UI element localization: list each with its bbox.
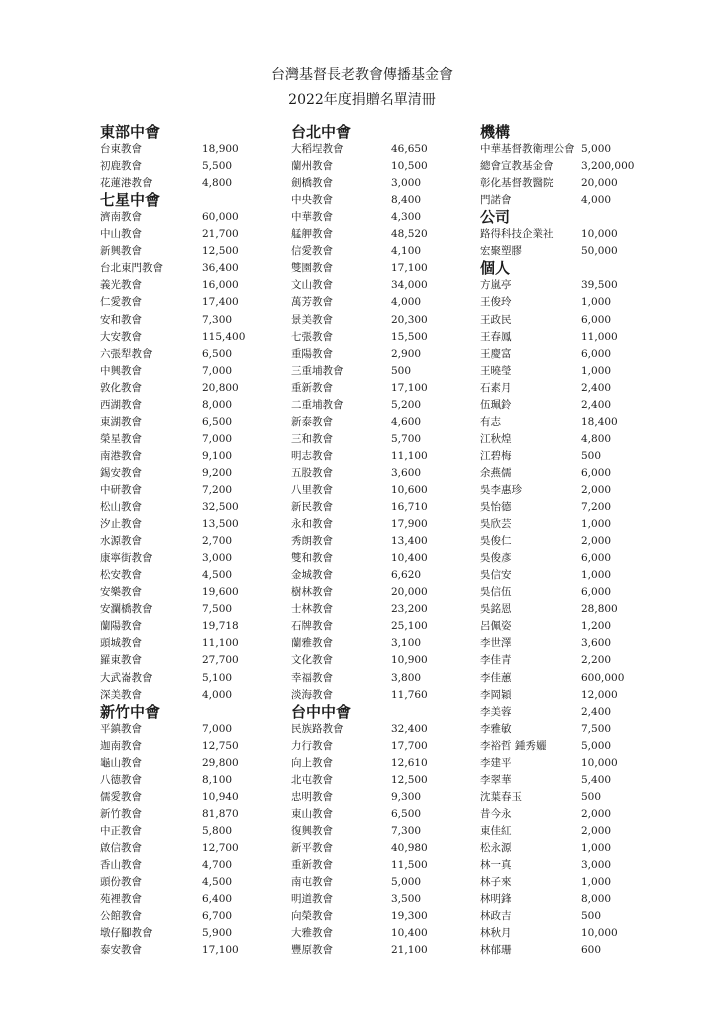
donation-amount: 2,400 [581,398,612,411]
donor-name: 吳李惠珍 [480,483,522,496]
donation-amount: 21,100 [391,944,428,957]
donor-name: 汐止教會 [100,518,142,531]
donation-amount: 11,760 [391,688,428,701]
donor-name: 永和教會 [291,518,333,531]
donor-name: 豐原教會 [291,944,333,957]
donor-name: 林子來 [480,876,512,889]
donor-name: 李雅敏 [480,722,512,735]
donor-name: 南屯教會 [291,876,333,889]
donor-name: 西湖教會 [100,398,142,411]
donation-amount: 6,500 [202,347,233,360]
donor-name: 金城教會 [291,569,333,582]
donor-name: 李岡穎 [480,688,512,701]
donor-name: 沈葉春玉 [480,790,522,803]
donation-amount: 3,200,000 [581,160,635,173]
section-heading-label: 公司 [480,208,511,227]
donor-name: 三重埔教會 [291,364,344,377]
donor-name: 王政民 [480,313,512,326]
donation-amount: 20,800 [202,381,239,394]
donation-amount: 19,718 [202,620,239,633]
donation-amount: 7,300 [202,313,233,326]
donor-name: 六張犁教會 [100,347,153,360]
donation-amount: 6,620 [391,569,422,582]
donor-name: 羅東教會 [100,654,142,667]
donor-name: 大武崙教會 [100,671,153,684]
donor-name: 大稻埕教會 [291,143,344,156]
donation-amount: 20,000 [581,177,618,190]
donor-name: 忠明教會 [291,790,333,803]
donor-name: 新泰教會 [291,415,333,428]
donation-amount: 11,500 [391,859,428,872]
donation-amount: 8,000 [581,893,612,906]
donor-name: 蘭州教會 [291,160,333,173]
donor-name: 中央教會 [291,194,333,207]
donation-amount: 11,000 [581,330,618,343]
donation-amount: 4,000 [202,688,233,701]
donation-amount: 10,940 [202,790,239,803]
donor-name: 蘭陽教會 [100,620,142,633]
donation-amount: 5,200 [391,398,422,411]
donor-name: 濟南教會 [100,211,142,224]
donor-name: 復興教會 [291,824,333,837]
donor-name: 士林教會 [291,603,333,616]
donor-name: 石素月 [480,381,512,394]
donation-amount: 6,000 [581,586,612,599]
donor-name: 林明鋒 [480,893,512,906]
donor-name: 景美教會 [291,313,333,326]
donation-amount: 8,000 [202,398,233,411]
donation-amount: 7,300 [391,824,422,837]
donation-amount: 20,300 [391,313,428,326]
donor-name: 文山教會 [291,279,333,292]
donor-name: 吳俊仁 [480,535,512,548]
donation-amount: 1,000 [581,841,612,854]
donor-name: 大安教會 [100,330,142,343]
donor-name: 松山教會 [100,501,142,514]
donation-amount: 3,100 [391,637,422,650]
donor-name: 水源教會 [100,535,142,548]
donation-amount: 5,900 [202,927,233,940]
donor-name: 伍珮鈴 [480,398,512,411]
donation-amount: 3,800 [391,671,422,684]
donor-name: 新民教會 [291,501,333,514]
donation-amount: 2,900 [391,347,422,360]
donation-amount: 81,870 [202,807,239,820]
donation-amount: 4,000 [581,194,612,207]
donation-amount: 7,500 [202,603,233,616]
donation-amount: 600,000 [581,671,625,684]
donation-amount: 500 [391,364,412,377]
donation-amount: 27,700 [202,654,239,667]
donation-amount: 6,000 [581,347,612,360]
donation-amount: 9,100 [202,449,233,462]
donor-name: 仁愛教會 [100,296,142,309]
donor-name: 王慶富 [480,347,512,360]
donor-name: 松安教會 [100,569,142,582]
donor-name: 宏聚塑膠 [480,245,522,258]
donation-amount: 3,600 [391,466,422,479]
donor-name: 李美蓉 [480,705,512,718]
donation-amount: 4,300 [391,211,422,224]
donation-amount: 4,500 [202,876,233,889]
donor-name: 北屯教會 [291,773,333,786]
donor-name: 李佳青 [480,654,512,667]
donation-amount: 19,300 [391,910,428,923]
donation-amount: 6,000 [581,313,612,326]
donor-name: 新興教會 [100,245,142,258]
donor-name: 石牌教會 [291,620,333,633]
donor-name: 中興教會 [100,364,142,377]
donor-name: 路得科技企業社 [480,228,554,241]
donation-amount: 1,000 [581,296,612,309]
donor-name: 樹林教會 [291,586,333,599]
donor-name: 呂佩姿 [480,620,512,633]
donation-amount: 500 [581,449,602,462]
section-heading-label: 東部中會 [100,123,161,141]
donor-name: 中正教會 [100,824,142,837]
donor-name: 七張教會 [291,330,333,343]
donation-amount: 4,600 [391,415,422,428]
donation-amount: 12,000 [581,688,618,701]
donation-amount: 1,200 [581,620,612,633]
donor-name: 東山教會 [291,807,333,820]
donation-amount: 2,700 [202,535,233,548]
donor-name: 門諾會 [480,194,512,207]
donation-amount: 20,000 [391,586,428,599]
donor-name: 力行教會 [291,739,333,752]
donation-amount: 5,000 [391,876,422,889]
donor-name: 吳信伍 [480,586,512,599]
donor-name: 二重埔教會 [291,398,344,411]
donor-name: 榮星教會 [100,432,142,445]
donation-amount: 11,100 [202,637,239,650]
donation-amount: 9,300 [391,790,422,803]
donation-amount: 23,200 [391,603,428,616]
donor-name: 江碧梅 [480,449,512,462]
donation-amount: 12,500 [391,773,428,786]
donation-amount: 10,000 [581,927,618,940]
donation-amount: 2,400 [581,705,612,718]
donation-amount: 12,700 [202,841,239,854]
donation-amount: 5,700 [391,432,422,445]
donation-amount: 25,100 [391,620,428,633]
donation-amount: 12,750 [202,739,239,752]
donation-amount: 2,000 [581,535,612,548]
donor-name: 重新教會 [291,859,333,872]
donor-name: 吳信安 [480,569,512,582]
donation-amount: 46,650 [391,143,428,156]
donation-amount: 10,600 [391,483,428,496]
donation-amount: 8,400 [391,194,422,207]
donor-name: 萬芳教會 [291,296,333,309]
donation-amount: 17,100 [202,944,239,957]
donor-name: 初鹿教會 [100,160,142,173]
donation-amount: 2,000 [581,483,612,496]
donor-name: 李世澤 [480,637,512,650]
donation-amount: 5,800 [202,824,233,837]
donor-name: 八里教會 [291,483,333,496]
donor-name: 雙和教會 [291,552,333,565]
donation-amount: 7,200 [581,501,612,514]
donation-amount: 48,520 [391,228,428,241]
donation-amount: 7,200 [202,483,233,496]
donor-name: 花蓮港教會 [100,177,153,190]
donation-amount: 17,400 [202,296,239,309]
donor-name: 頭城教會 [100,637,142,650]
donor-name: 敦化教會 [100,381,142,394]
donation-amount: 4,800 [202,177,233,190]
donation-amount: 5,400 [581,773,612,786]
donor-name: 李建平 [480,756,512,769]
donation-amount: 10,400 [391,552,428,565]
donation-amount: 17,100 [391,381,428,394]
donor-name: 錫安教會 [100,466,142,479]
donation-amount: 10,400 [391,927,428,940]
section-heading-label: 新竹中會 [100,702,161,721]
donation-amount: 36,400 [202,262,239,275]
donor-name: 淡海教會 [291,688,333,701]
donor-name: 三和教會 [291,432,333,445]
donor-name: 余燕儒 [480,466,512,479]
donation-amount: 2,200 [581,654,612,667]
donor-name: 劍橋教會 [291,177,333,190]
donor-name: 重陽教會 [291,347,333,360]
donor-name: 王俊玲 [480,296,512,309]
donation-amount: 500 [581,910,602,923]
donation-amount: 3,000 [391,177,422,190]
donor-name: 安樂教會 [100,586,142,599]
donation-amount: 3,000 [581,859,612,872]
donation-amount: 4,700 [202,859,233,872]
donor-name: 王春鳳 [480,330,512,343]
donor-name: 東湖教會 [100,415,142,428]
donor-name: 林秋月 [480,927,512,940]
donor-name: 五股教會 [291,466,333,479]
donor-name: 新平教會 [291,841,333,854]
donor-name: 台東教會 [100,143,142,156]
donor-name: 林一真 [480,859,512,872]
donation-amount: 17,100 [391,262,428,275]
donation-amount: 12,610 [391,756,428,769]
donation-amount: 1,000 [581,569,612,582]
donor-name: 吳怡德 [480,501,512,514]
section-heading-label: 機構 [480,123,511,141]
donor-name: 中山教會 [100,228,142,241]
donor-name: 台北東門教會 [100,262,163,275]
donor-name: 林政吉 [480,910,512,923]
donor-name: 文化教會 [291,654,333,667]
donor-name: 公館教會 [100,910,142,923]
donor-name: 重新教會 [291,381,333,394]
donor-name: 新竹教會 [100,807,142,820]
donation-amount: 19,600 [202,586,239,599]
donor-name: 明志教會 [291,449,333,462]
donation-amount: 4,000 [391,296,422,309]
donation-amount: 13,500 [202,518,239,531]
donation-amount: 6,000 [581,466,612,479]
donor-name: 義光教會 [100,279,142,292]
donation-amount: 5,500 [202,160,233,173]
donation-amount: 9,200 [202,466,233,479]
donor-name: 深美教會 [100,688,142,701]
section-heading-label: 台北中會 [291,123,352,141]
donor-name: 李裕哲 鍾秀孋 [480,739,547,752]
donation-amount: 6,700 [202,910,233,923]
donor-name: 方嵐亭 [480,279,512,292]
donation-amount: 4,500 [202,569,233,582]
donation-amount: 7,000 [202,364,233,377]
document-subtitle: 2022年度捐贈名單清冊 [288,92,436,108]
donation-amount: 500 [581,790,602,803]
donation-amount: 10,500 [391,160,428,173]
donation-amount: 5,100 [202,671,233,684]
donation-amount: 40,980 [391,841,428,854]
donation-amount: 32,500 [202,501,239,514]
donation-amount: 6,000 [581,552,612,565]
donation-amount: 6,500 [202,415,233,428]
donor-name: 八德教會 [100,773,142,786]
donation-amount: 2,400 [581,381,612,394]
donor-name: 王曉瑩 [480,364,512,377]
donation-amount: 7,000 [202,432,233,445]
donation-amount: 4,100 [391,245,422,258]
donor-name: 頭份教會 [100,876,142,889]
donation-amount: 10,000 [581,228,618,241]
donation-amount: 16,000 [202,279,239,292]
donor-name: 中華教會 [291,211,333,224]
donor-name: 儒愛教會 [100,790,142,803]
section-heading-label: 七星中會 [100,191,161,210]
donor-name: 民族路教會 [291,722,344,735]
donation-amount: 10,900 [391,654,428,667]
donor-name: 大雅教會 [291,927,333,940]
donor-name: 總會宣教基金會 [480,160,554,173]
donation-amount: 34,000 [391,279,428,292]
donor-name: 江秋煌 [480,432,512,445]
donation-amount: 600 [581,944,602,957]
donor-name: 秀朗教會 [291,535,333,548]
donor-name: 平鎮教會 [100,722,142,735]
donation-amount: 7,000 [202,722,233,735]
section-heading-label: 個人 [480,259,511,278]
donor-name: 墩仔腳教會 [100,927,153,940]
donation-amount: 1,000 [581,518,612,531]
donation-amount: 28,800 [581,603,618,616]
donor-name: 苑裡教會 [100,893,142,906]
donation-amount: 3,600 [581,637,612,650]
donation-amount: 29,800 [202,756,239,769]
donation-amount: 15,500 [391,330,428,343]
donation-amount: 12,500 [202,245,239,258]
donor-name: 昔今永 [480,807,512,820]
donation-amount: 13,400 [391,535,428,548]
donation-amount: 1,000 [581,876,612,889]
donor-name: 康寧街教會 [100,552,153,565]
donor-name: 松永源 [480,841,512,854]
donation-amount: 2,000 [581,807,612,820]
donation-amount: 6,400 [202,893,233,906]
donor-name: 吳銘恩 [480,603,512,616]
donation-amount: 7,500 [581,722,612,735]
donation-amount: 5,000 [581,143,612,156]
donor-name: 啟信教會 [100,841,142,854]
donation-amount: 4,800 [581,432,612,445]
donation-amount: 60,000 [202,211,239,224]
donation-amount: 3,000 [202,552,233,565]
donor-name: 有志 [480,415,501,428]
donor-name: 安瀾橋教會 [100,603,153,616]
donation-amount: 21,700 [202,228,239,241]
donor-name: 林郁珊 [480,944,512,957]
donation-amount: 11,100 [391,449,428,462]
donation-amount: 16,710 [391,501,428,514]
donor-name: 吳欣芸 [480,518,512,531]
donation-amount: 8,100 [202,773,233,786]
donor-name: 吳俊彥 [480,552,512,565]
donation-amount: 5,000 [581,739,612,752]
donation-amount: 39,500 [581,279,618,292]
donor-name: 幸福教會 [291,671,333,684]
donor-name: 李佳蕙 [480,671,512,684]
donor-name: 蘭雅教會 [291,637,333,650]
donor-name: 中研教會 [100,483,142,496]
donation-amount: 10,000 [581,756,618,769]
donation-amount: 3,500 [391,893,422,906]
donor-name: 南港教會 [100,449,142,462]
donation-amount: 6,500 [391,807,422,820]
document-title: 台灣基督長老教會傳播基金會 [271,67,453,83]
donor-name: 安和教會 [100,313,142,326]
donation-amount: 32,400 [391,722,428,735]
donor-name: 信愛教會 [291,245,333,258]
donation-amount: 17,700 [391,739,428,752]
donor-name: 艋舺教會 [291,228,333,241]
donor-name: 向榮教會 [291,910,333,923]
donor-name: 迦南教會 [100,739,142,752]
donation-amount: 2,000 [581,824,612,837]
donor-name: 龜山教會 [100,756,142,769]
donor-name: 彰化基督教醫院 [480,177,554,190]
donor-name: 明道教會 [291,893,333,906]
donor-name: 中華基督教衛理公會 [480,143,575,156]
donor-name: 雙園教會 [291,262,333,275]
section-heading-label: 台中中會 [291,702,352,721]
donation-amount: 18,400 [581,415,618,428]
donor-name: 向上教會 [291,756,333,769]
donation-amount: 115,400 [202,330,246,343]
donation-amount: 17,900 [391,518,428,531]
donor-name: 東佳紅 [480,824,512,837]
donation-amount: 18,900 [202,143,239,156]
donor-name: 泰安教會 [100,944,142,957]
donation-amount: 50,000 [581,245,618,258]
donor-name: 香山教會 [100,859,142,872]
donor-name: 李翠華 [480,773,512,786]
donation-amount: 1,000 [581,364,612,377]
